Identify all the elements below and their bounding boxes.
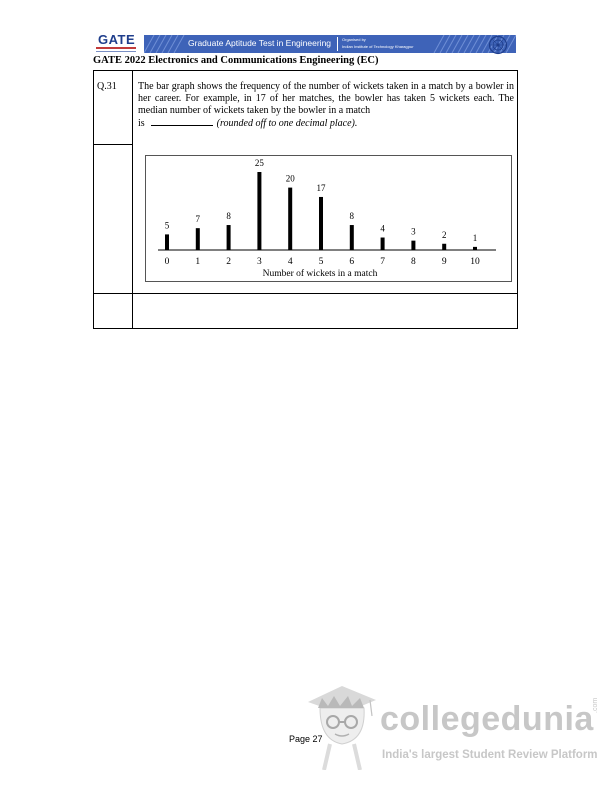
tick-label-4: 4 [287, 257, 293, 267]
iit-emblem-icon [488, 35, 508, 55]
data-label-6: 8 [349, 211, 355, 222]
bar-8 [411, 241, 415, 250]
gate-logo-text: GATE [98, 32, 136, 47]
bar-chart [146, 156, 513, 283]
question-last-line [138, 117, 514, 130]
watermark-tagline: India's largest Student Review Platform [382, 749, 598, 761]
question-text [138, 81, 514, 130]
bar-1 [196, 228, 200, 250]
gate-logo-underline-thin [96, 51, 136, 52]
tick-label-3: 3 [257, 257, 262, 267]
data-label-10: 1 [472, 232, 478, 243]
organizer-name: Indian Institute of Technology Kharagpur [342, 44, 414, 49]
bar-6 [350, 225, 354, 250]
banner-divider [337, 37, 338, 51]
tick-label-9: 9 [441, 257, 447, 267]
table-column-divider [132, 71, 133, 329]
bar-10 [473, 247, 477, 250]
tick-label-8: 8 [411, 257, 416, 267]
header-banner [92, 32, 518, 54]
data-label-4: 20 [285, 173, 295, 184]
watermark-brand: collegedunia [380, 700, 594, 738]
data-label-9: 2 [441, 229, 447, 240]
bar-3 [257, 172, 261, 250]
bar-7 [381, 238, 385, 250]
tick-label-1: 1 [195, 257, 201, 267]
banner-band [144, 35, 516, 53]
tick-label-5: 5 [318, 257, 324, 267]
data-label-7: 4 [380, 223, 385, 234]
gate-logo-underline [96, 47, 136, 49]
banner-title: Graduate Aptitude Test in Engineering [188, 38, 332, 48]
bar-4 [288, 188, 292, 250]
question-body: The bar graph shows the frequency of the number of wickets taken in a match by a bowler in her career. For example, in 17 of her matches, the bowler has taken 5 wickets each. The median number of wickets taken by the bowler in a match [138, 81, 514, 116]
mascot-icon [290, 680, 380, 770]
data-label-8: 3 [411, 226, 416, 237]
tick-label-10: 10 [470, 257, 480, 267]
data-label-1: 7 [195, 214, 201, 225]
answer-blank [151, 117, 213, 126]
data-label-2: 8 [226, 211, 231, 222]
bar-0 [165, 234, 169, 250]
question-number: Q.31 [97, 81, 117, 92]
tick-label-6: 6 [349, 257, 355, 267]
question-is: is [138, 118, 145, 129]
bar-chart-frame [145, 155, 512, 282]
bar-9 [442, 244, 446, 250]
tick-label-0: 0 [164, 257, 170, 267]
bar-2 [227, 225, 231, 250]
paper-title: GATE 2022 Electronics and Communications Engineering (EC) [93, 55, 379, 66]
page-number: Page 27 [289, 734, 323, 744]
tick-label-2: 2 [226, 257, 231, 267]
tick-label-7: 7 [380, 257, 385, 267]
data-label-3: 25 [254, 158, 264, 168]
table-row-divider [94, 144, 132, 145]
gate-logo [92, 32, 142, 56]
table-row-divider-bottom [94, 293, 518, 294]
question-hint: (rounded off to one decimal place). [216, 118, 358, 129]
organizer-label: Organised by [342, 37, 366, 42]
watermark-suffix: .com [592, 697, 599, 713]
x-axis-label: Number of wickets in a match [262, 269, 378, 279]
data-label-0: 5 [164, 220, 170, 231]
bar-5 [319, 197, 323, 250]
data-label-5: 17 [316, 182, 326, 193]
